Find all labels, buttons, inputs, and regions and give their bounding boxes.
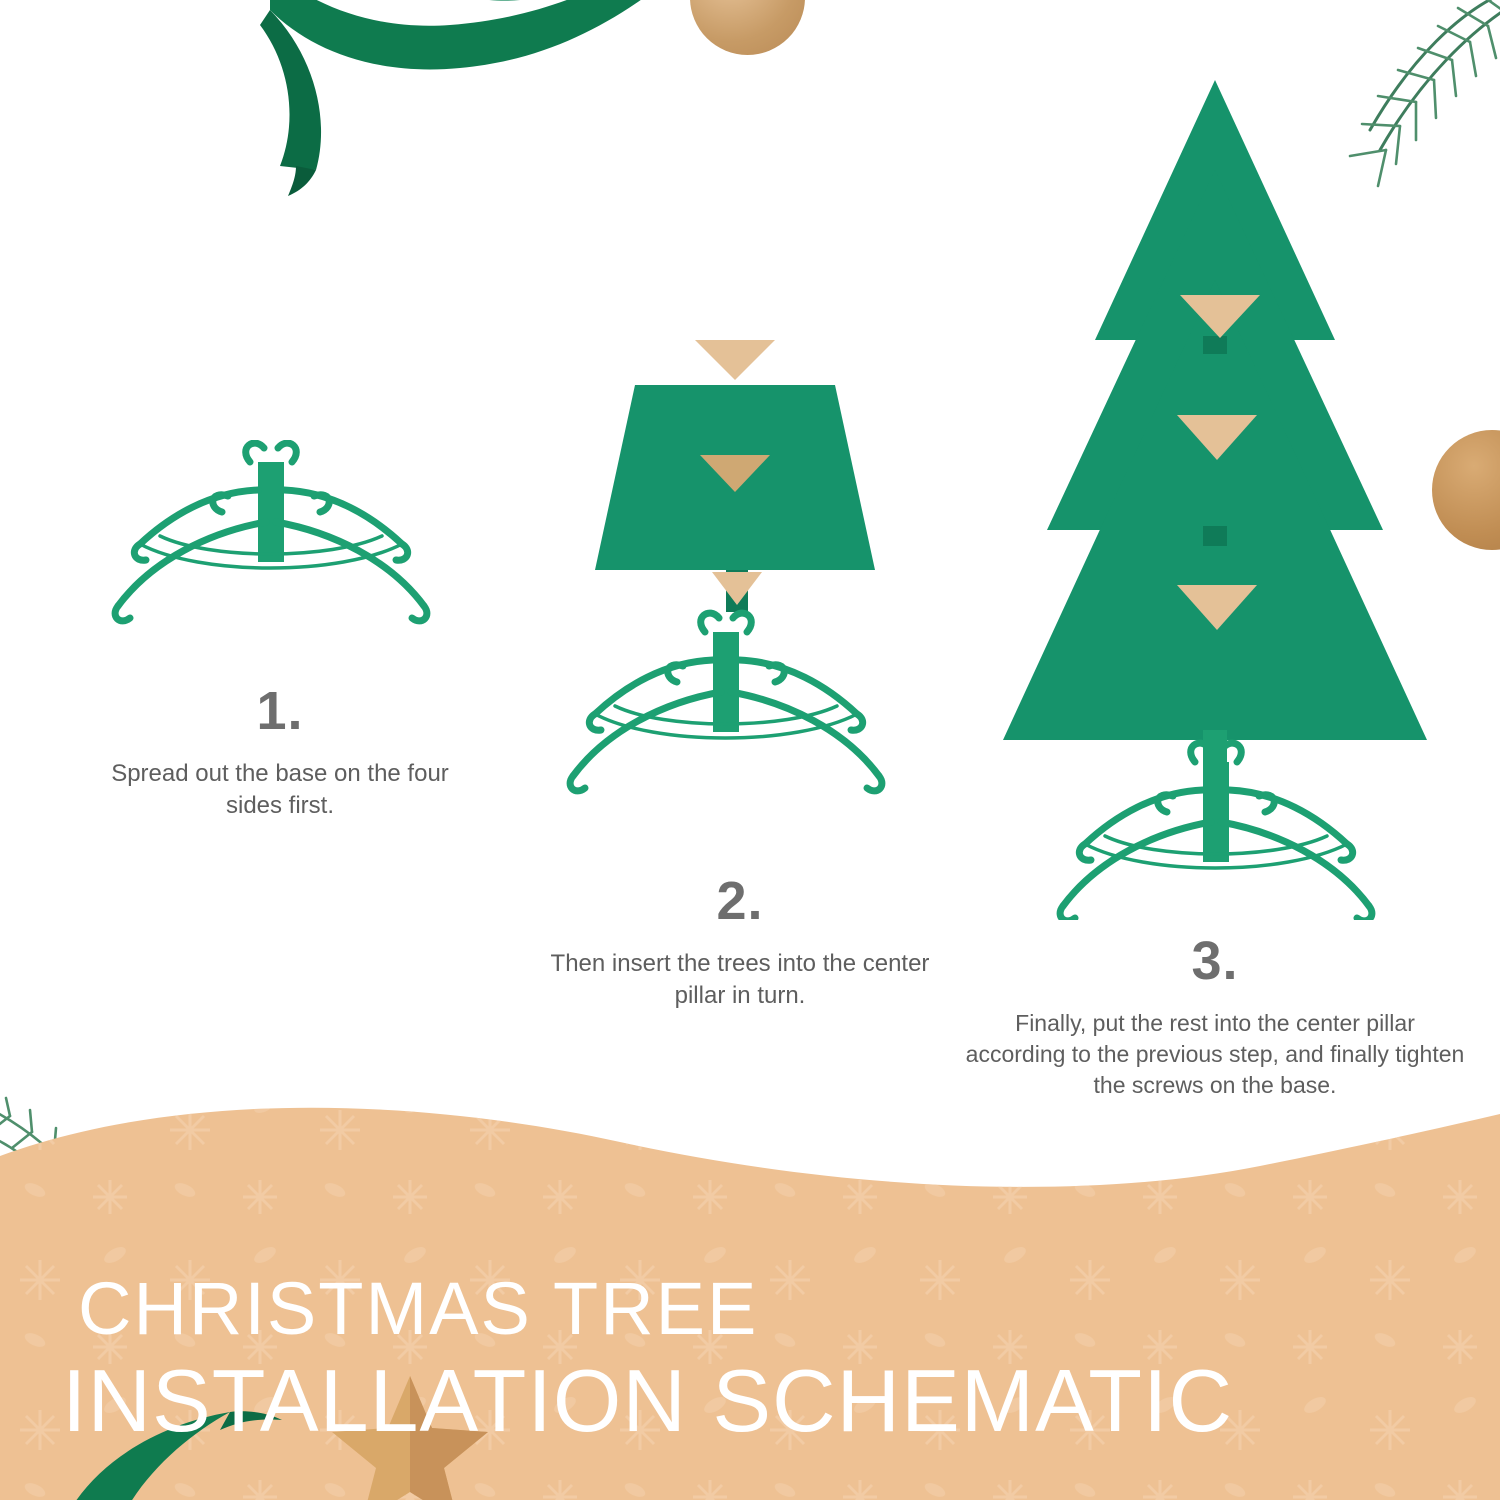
step-3 [950,40,1480,1101]
banner-title-block [0,1070,1500,1500]
banner-title-line-1: CHRISTMAS TREE [78,1267,759,1351]
step-3-number: 3. [1191,931,1239,991]
step-1-caption: Spread out the base on the four sides first. [111,760,449,820]
step-2-caption: Then insert the trees into the center pillar in turn. [550,950,930,1010]
bottom-banner [0,1070,1500,1500]
step-2-number: 2. [716,871,764,931]
full-assembled-tree-illustration [975,40,1455,920]
tree-top-section-over-stand-illustration [530,300,950,860]
step-2 [500,300,980,1013]
step-3-caption: Finally, put the rest into the center pillar according to the previous step, and finally tighten the screws on the base. [965,1010,1465,1099]
banner-title-line-2: INSTALLATION SCHEMATIC [62,1350,1234,1450]
tree-stand-base-illustration [100,440,460,670]
step-1 [60,440,500,823]
step-1-number: 1. [256,681,304,741]
